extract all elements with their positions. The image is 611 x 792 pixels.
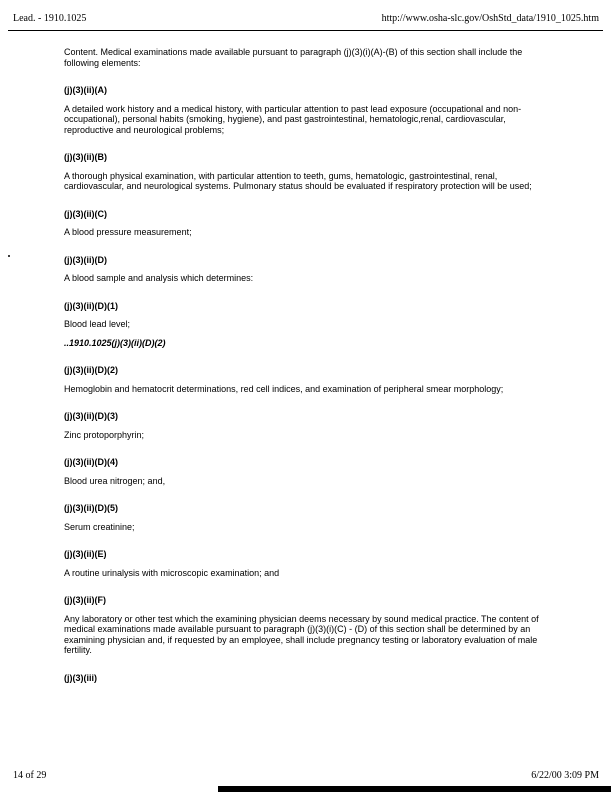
section-heading: (j)(3)(ii)(D)(1) — [64, 300, 118, 311]
scan-artifact-bar — [218, 786, 611, 792]
section-heading: (j)(3)(ii)(B) — [64, 152, 107, 162]
paragraph: A blood pressure measurement; — [64, 227, 192, 237]
paragraph: A blood sample and analysis which determines: — [64, 273, 254, 283]
document-body — [64, 47, 548, 691]
paragraph: Blood lead level; — [64, 319, 131, 329]
section-heading: (j)(3)(ii)(C) — [64, 208, 107, 219]
header-rule — [8, 30, 603, 31]
section-heading: (j)(3)(ii)(D)(4) — [64, 457, 118, 467]
paragraph: Zinc protoporphyrin; — [64, 429, 145, 440]
paragraph: A thorough physical examination, with particular attention to teeth, gums, hematologic, gastrointestinal, renal, cardiovascular, and neurological systems. Pulmonary status should be evaluated if respiratory protection will be used; — [64, 170, 532, 191]
paragraph: Serum creatinine; — [64, 521, 135, 532]
section-heading: (j)(3)(ii)(D)(5) — [64, 503, 118, 513]
footer-page-number: 14 of 29 — [13, 770, 47, 781]
page-header — [13, 13, 599, 24]
paragraph: Hemoglobin and hematocrit determinations, red cell indices, and examination of peripheral smear morphology; — [64, 383, 504, 394]
paragraph: Any laboratory or other test which the examining physician deems necessary by sound medical practice. The content of medical examinations made available pursuant to paragraph (j)(3)(i)(C) - (D) of this section shall be determined by an examining physician and, if requested by an employee, shall include pregnancy testing or laboratory evaluation of male fertility. — [64, 613, 539, 655]
section-heading: (j)(3)(iii) — [64, 672, 97, 683]
page-footer — [13, 770, 599, 781]
header-url: http://www.osha-slc.gov/OshStd_data/1910_1025.htm — [381, 13, 599, 24]
section-heading: (j)(3)(ii)(D)(3) — [64, 411, 118, 421]
section-heading: (j)(3)(ii)(E) — [64, 549, 107, 559]
paragraph: A detailed work history and a medical history, with particular attention to past lead exposure (occupational and non-occupational), personal habits (smoking, hygiene), and past gastrointestinal, hematologic,renal, cardiovascular, reproductive and neurological problems; — [64, 103, 522, 135]
section-heading: (j)(3)(ii)(F) — [64, 595, 106, 605]
scan-artifact-dot — [8, 255, 10, 257]
footer-timestamp: 6/22/00 3:09 PM — [531, 770, 599, 781]
paragraph: A routine urinalysis with microscopic examination; and — [64, 567, 280, 578]
section-heading: (j)(3)(ii)(D)(2) — [64, 365, 118, 375]
section-reference: ..1910.1025(j)(3)(ii)(D)(2) — [64, 337, 166, 348]
header-title: Lead. - 1910.1025 — [13, 13, 87, 24]
section-heading: (j)(3)(ii)(D) — [64, 254, 107, 265]
section-heading: (j)(3)(ii)(A) — [64, 85, 107, 95]
paragraph: Blood urea nitrogen; and, — [64, 475, 166, 486]
paragraph: Content. Medical examinations made available pursuant to paragraph (j)(3)(i)(A)-(B) of this section shall include the following elements: — [64, 47, 523, 68]
